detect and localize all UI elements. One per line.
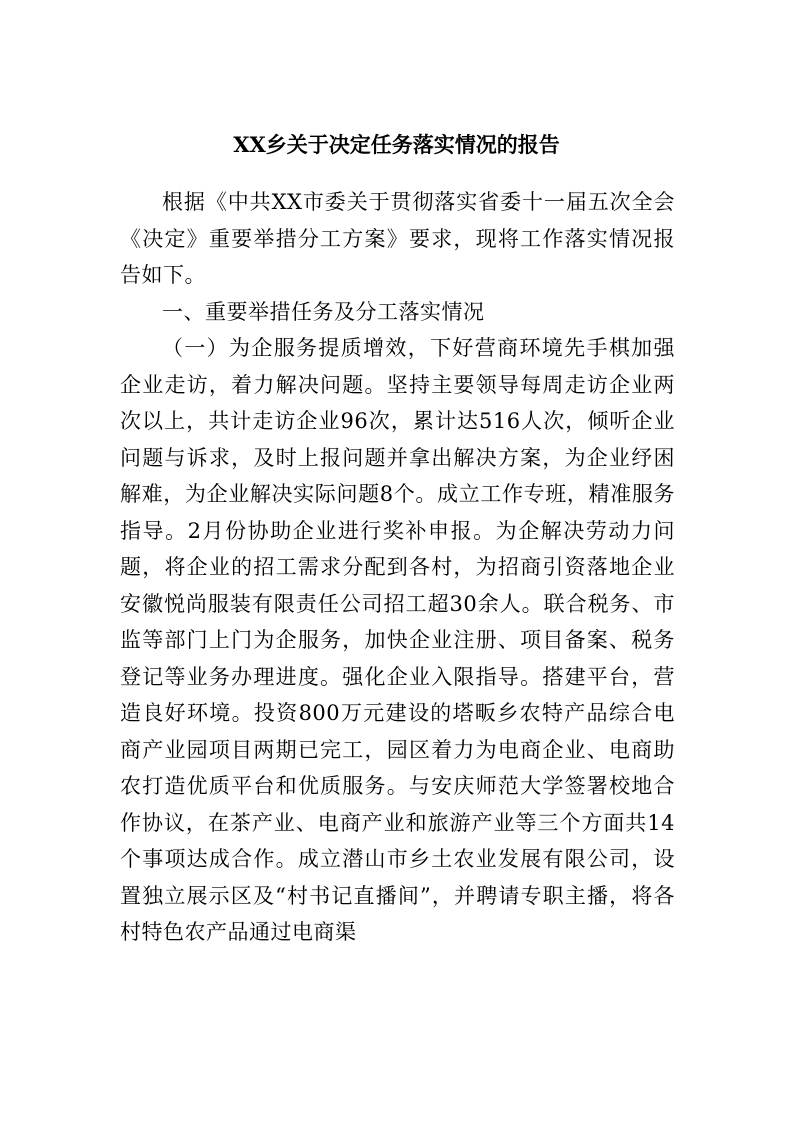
- document-title: XX乡关于决定任务落实情况的报告: [233, 132, 560, 157]
- section-heading: 一、重要举措任务及分工落实情况: [162, 299, 485, 324]
- document-body: [120, 184, 675, 951]
- paragraph-section-1: （一）为企服务提质增效，下好营商环境先手棋加强企业走访，着力解决问题。坚持主要领导每周走访企业两次以上，共计走访企业96次，累计达516人次，倾听企业问题与诉求，及时上报问题并拿出解决方案，为企业纾困解难，为企业解决实际问题8个。成立工作专班，精准服务指导。2月份协助企业进行奖补申报。为企解决劳动力问题，将企业的招工需求分配到各村，为招商引资落地企业安徽悦尚服装有限责任公司招工超30余人。联合税务、市监等部门上门为企服务，加快企业注册、项目备案、税务登记等业务办理进度。强化企业入限指导。搭建平台，营造良好环境。投资800万元建设的塔畈乡农特产品综合电商产业园项目两期已完工，园区着力为电商企业、电商助农打造优质平台和优质服务。与安庆师范大学签署校地合作协议，在茶产业、电商产业和旅游产业等三个方面共14个事项达成合作。成立潜山市乡土农业发展有限公司，设置独立展示区及“村书记直播间”，并聘请专职主播，将各村特色农产品通过电商渠: [120, 336, 675, 944]
- paragraph-intro: 根据《中共XX市委关于贯彻落实省委十一届五次全会《决定》重要举措分工方案》要求，现将工作落实情况报告如下。: [120, 190, 675, 287]
